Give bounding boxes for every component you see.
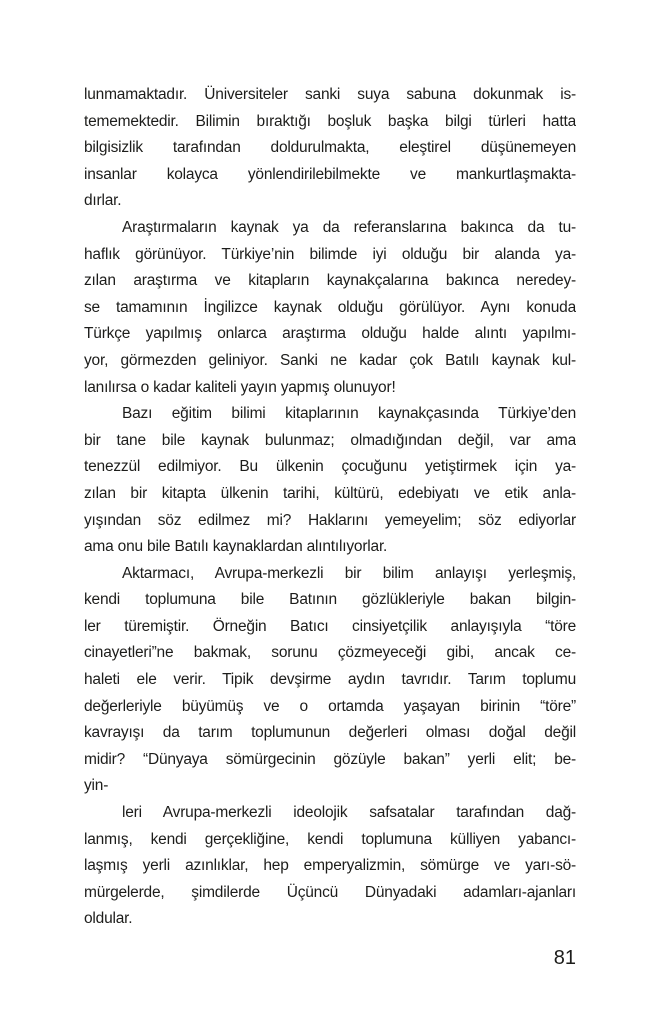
text-line: kavrayışı da tarım toplumunun değerleri olması doğal değil (84, 724, 576, 742)
text-line: ama onu bile Batılı kaynaklardan alıntılıyorlar. (84, 538, 388, 556)
text-line: se tamamının İngilizce kaynak olduğu görülüyor. Aynı konuda (84, 298, 576, 316)
text-line: haleti ele verir. Tipik devşirme aydın tavrıdır. Tarım toplumu (84, 671, 576, 689)
text-line: cinayetleri”ne bakmak, sorunu çözmeyeceği gibi, ancak ce- (84, 644, 576, 662)
text-line: ler türemiştir. Örneğin Batıcı cinsiyetçilik anlayışıyla “töre (84, 617, 576, 635)
paragraph (84, 800, 576, 933)
text-line: insanlar kolayca yönlendirilebilmekte ve mankurtlaşmakta- (84, 165, 576, 183)
text-line: Bazı eğitim bilimi kitaplarının kaynakçasında Türkiye’den (122, 405, 576, 423)
paragraph (84, 561, 576, 800)
text-line: mürgelerde, şimdilerde Üçüncü Dünyadaki adamları-ajanları (84, 883, 576, 901)
text-line: dırlar. (84, 192, 122, 210)
text-line: laşmış yerli azınlıklar, hep emperyalizmin, sömürge ve yarı-sö- (84, 857, 576, 875)
text-line: Türkçe yapılmış onlarca araştırma olduğu halde alıntı yapılmı- (84, 325, 576, 343)
text-line: oldular. (84, 910, 133, 928)
text-line: bir tane bile kaynak bulunmaz; olmadığından değil, var ama (84, 431, 576, 449)
text-line: yin- (84, 777, 109, 795)
paragraph (84, 82, 576, 215)
text-line: leri Avrupa-merkezli ideolojik safsatalar tarafından dağ- (122, 804, 576, 822)
text-line: midir? “Dünyaya sömürgecinin gözüyle bakan” yerli elit; be- (84, 750, 576, 768)
text-line: lunmamaktadır. Üniversiteler sanki suya sabuna dokunmak is- (84, 86, 576, 103)
paragraph (84, 215, 576, 401)
text-line: Aktarmacı, Avrupa-merkezli bir bilim anlayışı yerleşmiş, (122, 564, 576, 582)
page-number: 81 (553, 947, 576, 969)
text-line: Araştırmaların kaynak ya da referanslarına bakınca da tu- (122, 218, 576, 236)
text-line: lanmış, kendi gerçekliğine, kendi toplumuna külliyen yabancı- (84, 830, 576, 848)
text-block (84, 82, 576, 933)
text-line: lanılırsa o kadar kaliteli yayın yapmış olunuyor! (84, 378, 396, 396)
text-line: yışından söz edilmez mi? Haklarını yemeyelim; söz ediyorlar (84, 511, 576, 529)
text-line: zılan araştırma ve kitapların kaynakçalarına bakınca neredey- (84, 272, 576, 290)
text-line: zılan bir kitapta ülkenin tarihi, kültürü, edebiyatı ve etik anla- (84, 484, 576, 502)
text-line: tenezzül edilmiyor. Bu ülkenin çocuğunu yetiştirmek için ya- (84, 458, 576, 476)
text-line: değerleriyle büyümüş ve o ortamda yaşayan birinin “töre” (84, 697, 576, 715)
text-line: yor, görmezden geliniyor. Sanki ne kadar çok Batılı kaynak kul- (84, 351, 576, 369)
text-line: haflık görünüyor. Türkiye’nin bilimde iyi olduğu bir alanda ya- (84, 245, 576, 263)
text-line: bilgisizlik tarafından doldurulmakta, eleştirel düşünemeyen (84, 139, 576, 157)
text-line: kendi toplumuna bile Batının gözlükleriyle bakan bilgin- (84, 591, 576, 609)
paragraph (84, 401, 576, 561)
text-line: tememektedir. Bilimin bıraktığı boşluk başka bilgi türleri hatta (84, 112, 576, 130)
